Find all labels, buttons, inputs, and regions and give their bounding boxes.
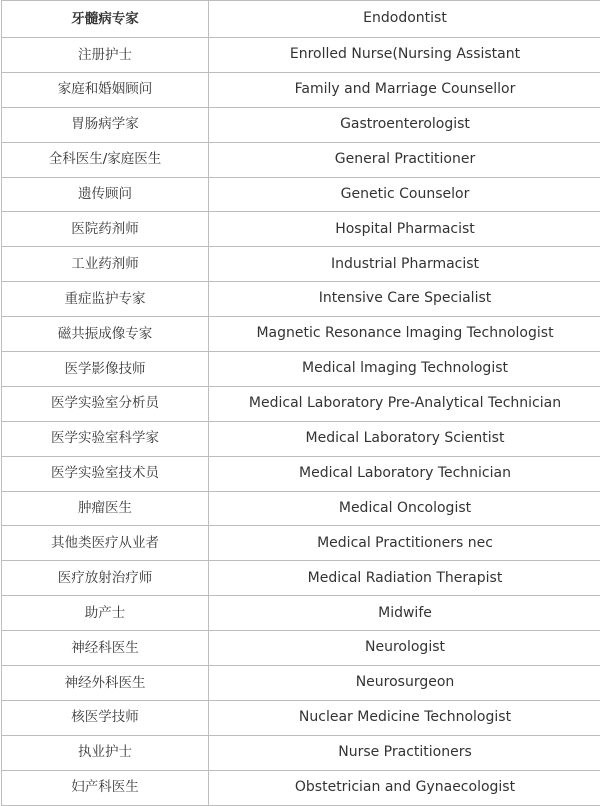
english-title-cell: Family and Marriage Counsellor: [209, 72, 600, 107]
chinese-title-cell: 其他类医疗从业者: [2, 526, 209, 561]
table-row: [2, 735, 600, 770]
english-title-cell: Neurosurgeon: [209, 666, 600, 701]
table-row: [2, 107, 600, 142]
chinese-title-cell: 医疗放射治疗师: [2, 561, 209, 596]
chinese-title-cell: 助产士: [2, 596, 209, 631]
table-row: [2, 421, 600, 456]
english-title-cell: Medical Radiation Therapist: [209, 561, 600, 596]
chinese-title-cell: 医学实验室科学家: [2, 421, 209, 456]
chinese-title-cell: 医学实验室技术员: [2, 456, 209, 491]
chinese-title-cell: 全科医生/家庭医生: [2, 142, 209, 177]
chinese-title-cell: 核医学技师: [2, 700, 209, 735]
table-row: [2, 177, 600, 212]
english-title-cell: Neurologist: [209, 631, 600, 666]
chinese-title-cell: 注册护士: [2, 38, 209, 73]
chinese-title-cell: 医学实验室分析员: [2, 386, 209, 421]
table-header-row: [2, 1, 600, 38]
table-row: [2, 247, 600, 282]
english-title-cell: Medical Laboratory Scientist: [209, 421, 600, 456]
english-title-cell: Midwife: [209, 596, 600, 631]
chinese-title-cell: 磁共振成像专家: [2, 317, 209, 352]
table-row: [2, 631, 600, 666]
english-title-cell: Obstetrician and Gynaecologist: [209, 770, 600, 805]
english-title-cell: Nuclear Medicine Technologist: [209, 700, 600, 735]
chinese-title-cell: 重症监护专家: [2, 282, 209, 317]
english-title-cell: Industrial Pharmacist: [209, 247, 600, 282]
english-title-cell: Nurse Practitioners: [209, 735, 600, 770]
english-title-cell: Genetic Counselor: [209, 177, 600, 212]
table-row: [2, 666, 600, 701]
occupation-table: [1, 0, 600, 806]
table-row: [2, 561, 600, 596]
table-row: [2, 491, 600, 526]
table-row: [2, 526, 600, 561]
table-row: [2, 72, 600, 107]
table-row: [2, 142, 600, 177]
chinese-title-cell: 神经外科医生: [2, 666, 209, 701]
table-row: [2, 352, 600, 387]
english-title-cell: General Practitioner: [209, 142, 600, 177]
english-title-cell: Enrolled Nurse(Nursing Assistant: [209, 38, 600, 73]
english-title-cell: Medical Laboratory Pre-Analytical Technician: [209, 386, 600, 421]
english-title-cell: Intensive Care Specialist: [209, 282, 600, 317]
table-row: [2, 282, 600, 317]
chinese-title-cell: 胃肠病学家: [2, 107, 209, 142]
table-row: [2, 212, 600, 247]
english-title-cell: Hospital Pharmacist: [209, 212, 600, 247]
header-chinese-cell: 牙髓病专家: [2, 1, 209, 38]
english-title-cell: Medical lmaging Technologist: [209, 352, 600, 387]
chinese-title-cell: 工业药剂师: [2, 247, 209, 282]
header-english-cell: Endodontist: [209, 1, 600, 38]
english-title-cell: Medical Laboratory Technician: [209, 456, 600, 491]
occupation-table-body: [2, 1, 600, 806]
chinese-title-cell: 遗传顾问: [2, 177, 209, 212]
chinese-title-cell: 肿瘤医生: [2, 491, 209, 526]
chinese-title-cell: 家庭和婚姻顾问: [2, 72, 209, 107]
table-row: [2, 700, 600, 735]
table-row: [2, 386, 600, 421]
table-row: [2, 38, 600, 73]
english-title-cell: Magnetic Resonance lmaging Technologist: [209, 317, 600, 352]
chinese-title-cell: 医院药剂师: [2, 212, 209, 247]
table-row: [2, 317, 600, 352]
english-title-cell: Gastroenterologist: [209, 107, 600, 142]
chinese-title-cell: 执业护士: [2, 735, 209, 770]
table-row: [2, 456, 600, 491]
chinese-title-cell: 医学影像技师: [2, 352, 209, 387]
chinese-title-cell: 妇产科医生: [2, 770, 209, 805]
table-row: [2, 596, 600, 631]
chinese-title-cell: 神经科医生: [2, 631, 209, 666]
english-title-cell: Medical Oncologist: [209, 491, 600, 526]
english-title-cell: Medical Practitioners nec: [209, 526, 600, 561]
table-row: [2, 770, 600, 805]
